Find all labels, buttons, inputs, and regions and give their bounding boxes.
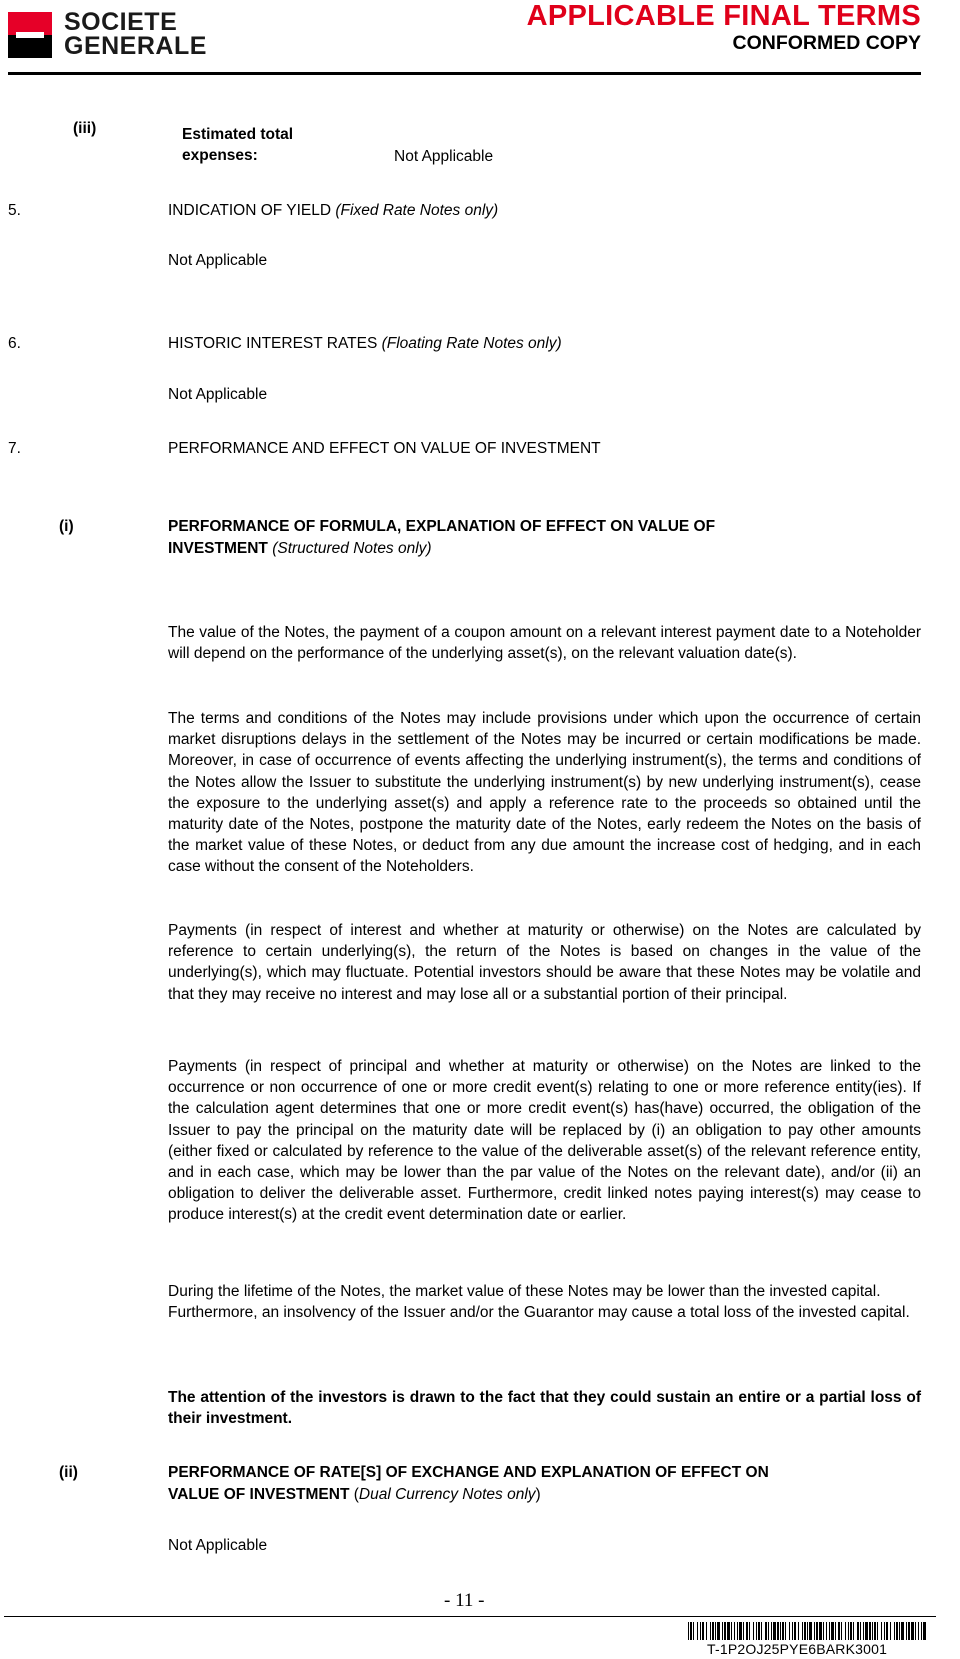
sub-i-paragraph-1 [168, 622, 921, 664]
section-6-title-qualifier: (Floating Rate Notes only) [381, 335, 562, 352]
paragraph-text: Payments (in respect of principal and whether at maturity or otherwise) on the Notes are linked to the occurrence or non occurrence of one or more credit event(s) relating to one or more reference entity(ies). If the calculation agent determines that one or more credit event(s) has(have) occurred, the obligation of the Issuer to pay the principal on the maturity date will be replaced by (i) an obligation to pay other amounts (either fixed or calculated by reference to the value of the deliverable asset(s) of the relevant reference entity, and in each case, which may be lower than the par value of the Notes on the relevant date), and/or (ii) an obligation to deliver the deliverable asset. Furthermore, credit linked notes paying interest(s) may cease to produce interest(s) at the credit event determination date or earlier. [168, 1058, 921, 1224]
sub-i-paragraph-3 [168, 920, 921, 1005]
section-7-number: 7. [8, 440, 21, 457]
sub-i-paragraph-4 [168, 1056, 921, 1226]
sub-ii-value: Not Applicable [168, 1537, 268, 1554]
barcode-text: T-1P2OJ25PYE6BARK3001 [707, 1641, 888, 1657]
notice-text: The attention of the investors is drawn to the fact that they could sustain an entire or a partial loss of their investment. [168, 1389, 921, 1428]
section-6-title-text: HISTORIC INTEREST RATES [168, 335, 378, 352]
item-iii-label-1: Estimated total [182, 126, 294, 143]
sub-i-title-line2 [168, 538, 432, 559]
logo-text: SOCIETE GENERALE [64, 8, 207, 60]
sub-ii-title-line2 [168, 1484, 541, 1505]
header-divider [8, 72, 921, 75]
page-number: - 11 - [444, 1590, 485, 1611]
document-title: APPLICABLE FINAL TERMS [526, 0, 921, 32]
item-iii-number: (iii) [73, 120, 97, 137]
section-5-value: Not Applicable [168, 252, 268, 269]
section-5-number: 5. [8, 202, 21, 219]
sub-i-paragraph-5 [168, 1281, 921, 1323]
section-5-title-qualifier: (Fixed Rate Notes only) [335, 202, 499, 219]
sub-ii-title-line1: PERFORMANCE OF RATE[S] OF EXCHANGE AND EXPLANATION OF EFFECT ON [168, 1464, 769, 1481]
sub-ii-title-qualifier: Dual Currency Notes only [358, 1486, 536, 1503]
logo-mark-icon [8, 12, 52, 58]
logo-wordmark [64, 10, 207, 58]
sub-ii-title-line2-text: VALUE OF INVESTMENT [168, 1486, 350, 1503]
paragraph-text: The terms and conditions of the Notes may include provisions under which upon the occurrence of certain market disruptions delays in the settlement of the Notes may be incurred or certain modifications be made. Moreover, in case of occurrence of events affecting the underlying instrument(s), the terms and conditions of the Notes allow the Issuer to substitute the underlying instrument(s) by new underlying instrument(s), cease the exposure to the underlying asset(s) and apply a reference rate to the proceeds so obtained until the maturity date of the Notes, postpone the maturity date of the Notes, early redeem the Notes on the basis of the market value of these Notes, or deduct from any due amount the increase cost of hedging, and in each case without the consent of the Noteholders. [168, 710, 921, 876]
societe-generale-logo [8, 8, 233, 60]
paragraph-text: Furthermore, an insolvency of the Issuer and/or the Guarantor may cause a total loss of the invested capital. [168, 1304, 910, 1322]
item-iii-label-2: expenses: [182, 147, 258, 164]
sub-i-number: (i) [59, 518, 74, 535]
section-6-number: 6. [8, 335, 21, 352]
sub-i-title-line2-text: INVESTMENT [168, 540, 268, 557]
investor-loss-notice [168, 1387, 921, 1429]
paragraph-text: During the lifetime of the Notes, the market value of these Notes may be lower than the invested capital. [168, 1283, 881, 1300]
paragraph-text: Payments (in respect of interest and whether at maturity or otherwise) on the Notes are calculated by reference to certain underlying(s), the return of the Notes is based on changes in the value of the underlying(s), which may fluctuate. Potential investors should be aware that these Notes may be volatile and that they may receive no interest and may lose all or a substantial portion of their principal. [168, 922, 921, 1003]
sub-i-title-qualifier: (Structured Notes only) [272, 540, 432, 557]
sub-i-paragraph-2 [168, 708, 921, 878]
paragraph-text: The value of the Notes, the payment of a coupon amount on a relevant interest payment date to a Noteholder will depend on the performance of the underlying asset(s), on the relevant valuation date(s). [168, 624, 921, 663]
sub-ii-paren-open: ( [353, 1486, 359, 1503]
section-5-title [168, 200, 498, 221]
document-subtitle: CONFORMED COPY [732, 32, 921, 54]
section-5-title-text: INDICATION OF YIELD [168, 202, 332, 219]
sub-ii-paren-close: ) [535, 1486, 541, 1503]
section-6-title [168, 333, 562, 354]
footer-divider [4, 1616, 936, 1617]
section-6-value: Not Applicable [168, 386, 268, 403]
section-7-title: PERFORMANCE AND EFFECT ON VALUE OF INVESTMENT [168, 440, 601, 457]
sub-ii-number: (ii) [59, 1464, 78, 1481]
sub-i-title-line1: PERFORMANCE OF FORMULA, EXPLANATION OF EFFECT ON VALUE OF [168, 518, 716, 535]
item-iii-value: Not Applicable [394, 148, 494, 165]
